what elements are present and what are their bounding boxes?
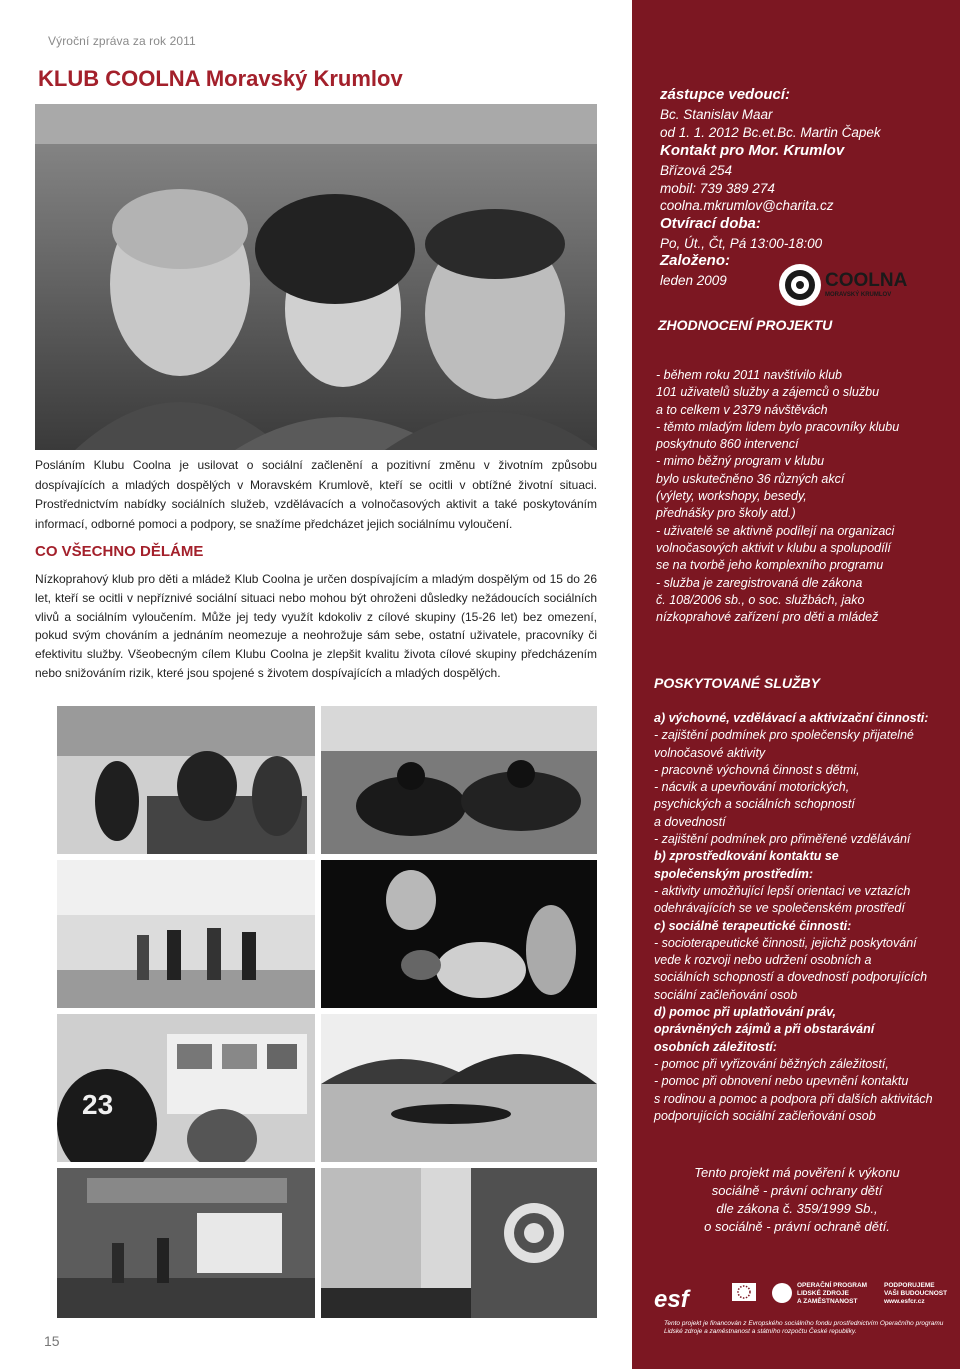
- hours: Po, Út., Čt, Pá 13:00-18:00: [660, 236, 823, 251]
- contact-label: Kontakt pro Mor. Krumlov: [660, 142, 845, 159]
- photo-night: [321, 860, 597, 1008]
- mission-text: Posláním Klubu Coolna je usilovat o sociální začlenění a pozitivní změnu v životním způsobu dospívajících a mladých dospělých v Moravském Krumlově, kteří se ocitli v obtížné životní situaci. Prostřednictvím nabídky sociálních služeb, vzdělávacích a volnočasových aktivit a také poskytováním informací, odborné pomoci a podpory, se snažíme předcházet jejich sociálnímu vyloučení.: [35, 458, 597, 531]
- services-list: [654, 710, 958, 1125]
- service-b-lines: - aktivity umožňující lepší orientaci ve vztazích odehrávajících se ve společenském prostředí: [654, 883, 911, 916]
- support-slogan: PODPORUJEME VAŠI BUDOUCNOST www.esfcr.cz: [884, 1282, 948, 1305]
- email[interactable]: coolna.mkrumlov@charita.cz: [660, 198, 834, 213]
- photo-projection: [57, 1168, 315, 1318]
- photo-hall: [57, 860, 315, 1008]
- eval-title: ZHODNOCENÍ PROJEKTU: [658, 317, 833, 333]
- hours-label: Otvírací doba:: [660, 215, 761, 232]
- photo-karting: [321, 706, 597, 854]
- esf-logo: esf: [654, 1286, 689, 1313]
- services-title: POSKYTOVANÉ SLUŽBY: [654, 675, 820, 691]
- service-d-lines: - pomoc při vyřizování běžných záležitostí, - pomoc při obnovení nebo upevnění kontaktu s rodinou a pomoc a podpora při dalších aktivitách podporujících sociální začleňování osob: [654, 1056, 933, 1123]
- phone: mobil: 739 389 274: [660, 181, 775, 196]
- svg-text:23: 23: [82, 1089, 114, 1120]
- founded: leden 2009: [660, 273, 727, 288]
- service-c-lines: - socioterapeutické činnosti, jejichž poskytování vede k rozvoji nebo udržení osobních a sociálních schopností a dovedností podporujících sociální začleňování osob: [654, 935, 928, 1002]
- funding-footnote: Tento projekt je financován z Evropského sociálního fondu prostřednictvím Operačního programu Lidské zdroje a zaměstnanost a státního rozpočtu České republiky.: [664, 1320, 944, 1335]
- op-emblem-icon: [772, 1283, 792, 1303]
- service-d-head: d) pomoc při uplatňování práv, oprávněných zájmů a při obstarávání osobních záležitostí:: [654, 1005, 875, 1054]
- service-b-head: b) zprostředkování kontaktu se společenským prostředím:: [654, 849, 839, 881]
- eval-list: - během roku 2011 navštívilo klub 101 uživatelů služby a zájemců o službu a to celkem v 2379 návštěvách - těmto mladým lidem bylo pracovníky klubu poskytnuto 860 intervencí - mimo běžný program v klubu bylo uskutečněno 36 různých akcí (výlety, workshopy, besedy, přednášky pro školy atd.) - uživatelé se aktivně podílejí na organizaci volnočasových aktivit v klubu a spolupodílí se na tvorbě jeho komplexního programu - služba je zaregistrovaná dle zákona č. 108/2006 sb., o soc. službách, jako nízkoprahové zařízení pro děti a mládež: [656, 368, 900, 625]
- photo-club-room: [321, 1168, 597, 1318]
- coolna-logo: [777, 262, 927, 308]
- section-body: Nízkoprahový klub pro děti a mládež Klub Coolna je určen dospívajícím a mladým dospělým od 15 do 26 let, kteří se ocitli v nepříznivé sociální situaci nebo mohou být ohroženi důsledky nežádoucích sociálních vlivů a sociálním vyloučením. Může jej tedy využít kdokoliv z cílové skupiny (15-26 let) bez omezení, pokud svým chováním a jednáním neomezuje a neohrožuje sám sebe, ostatní uživatele, pracovníky či efektivitu služby. Všeobecným cílem Klubu Coolna je zlepšit kvalitu života cílové skupiny předcházením nebo snižováním rizik, které jsou spojené s životem dospívajících a mladých dospělých.: [35, 572, 597, 680]
- info-sidebar: [632, 0, 960, 1369]
- service-c-head: c) sociálně terapeutické činnosti:: [654, 918, 852, 933]
- portrait-photo: [35, 104, 597, 450]
- page-title: KLUB COOLNA Moravský Krumlov: [38, 66, 403, 91]
- report-header: Výroční zpráva za rok 2011: [48, 34, 196, 48]
- photo-kitchen: [57, 706, 315, 854]
- eu-logos-bar: [652, 1277, 952, 1317]
- service-a-lines: - zajištění podmínek pro společensky přijatelné volnočasové aktivity - pracovně výchovná činnost s dětmi, - nácvik a upevňování motorických, psychických a sociálních schopností a dovedností - zajištění podmínek pro přiměřené vzdělávání: [654, 728, 914, 847]
- address: Břízová 254: [660, 163, 733, 178]
- op-title: OPERAČNÍ PROGRAM LIDSKÉ ZDROJE A ZAMĚSTNANOST: [797, 1282, 868, 1305]
- logo-word: COOLNA: [825, 270, 908, 291]
- deputy-since: od 1. 1. 2012 Bc.et.Bc. Martin Čapek: [660, 125, 881, 140]
- deputy-name: Bc. Stanislav Maar: [660, 107, 773, 122]
- service-a-head: a) výchovné, vzdělávací a aktivizační činnosti:: [654, 711, 929, 725]
- section-title: CO VŠECHNO DĚLÁME: [35, 543, 204, 560]
- photo-presentation: [57, 1014, 315, 1162]
- photo-lake: [321, 1014, 597, 1162]
- founded-label: Založeno:: [660, 252, 730, 269]
- mandate-text: Tento projekt má pověření k výkonu sociálně - právní ochrany dětí dle zákona č. 359/1999 Sb., o sociálně - právní ochraně dětí.: [694, 1165, 900, 1234]
- deputy-label: zástupce vedoucí:: [660, 86, 791, 103]
- logo-sub: MORAVSKÝ KRUMLOV: [825, 292, 892, 298]
- page-number: 15: [44, 1333, 60, 1349]
